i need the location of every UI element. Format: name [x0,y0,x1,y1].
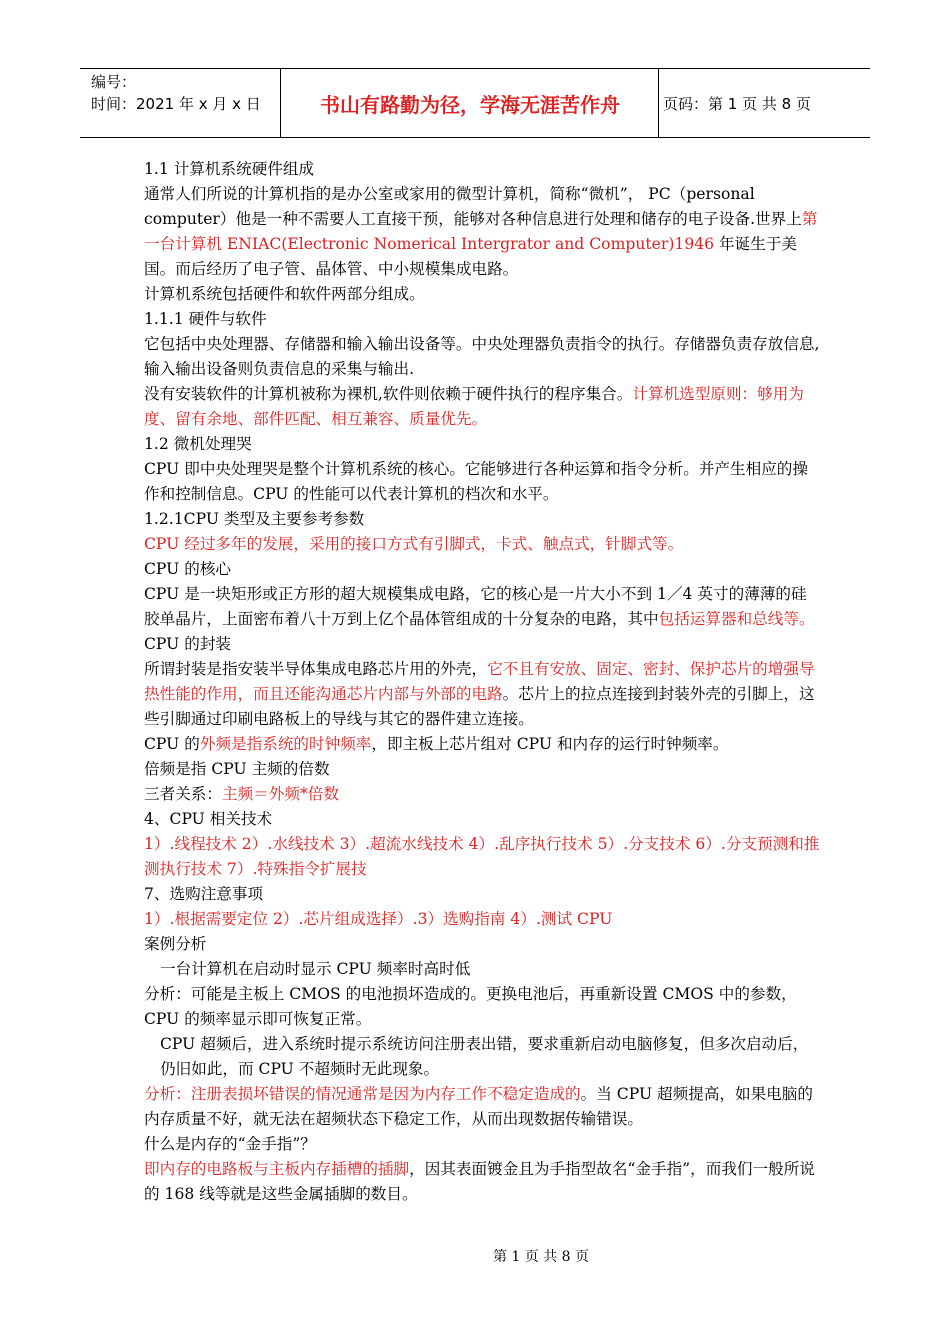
header-page-label: 页码：第 1 页 共 8 页 [663,94,811,113]
paragraph: 通常人们所说的计算机指的是办公室或家用的微型计算机，简称“微机”， PC（personal computer）他是一种不需要人工直接干预，能够对各种信息进行处理和储存的电子设备.世界上第一台计算机 ENIAC(Electronic Nomerical Intergrator and Computer)1946 年诞生于美国。而后经历了电子管、晶体管、中小规模集成电路。 [144,185,818,278]
section-heading: 7、选购注意事项 [144,885,264,903]
paragraph: 倍频是指 CPU 主频的倍数 [144,760,330,778]
paragraph: 1）.线程技术 2）.水线技术 3）.超流水线技术 4）.乱序执行技术 5）.分支技术 6）.分支预测和推测执行技术 7）.特殊指令扩展技 [144,835,820,878]
paragraph: 什么是内存的“金手指”？ [144,1135,316,1153]
section-heading: CPU 的封装 [144,635,232,653]
page-header [80,68,870,138]
paragraph: 分析：注册表损坏错误的情况通常是因为内存工作不稳定造成的。当 CPU 超频提高，如果电脑的内存质量不好，就无法在超频状态下稳定工作，从而出现数据传输错误。 [144,1085,813,1128]
paragraph: 没有安装软件的计算机被称为裸机,软件则依赖于硬件执行的程序集合。计算机选型原则：够用为度、留有余地、部件匹配、相互兼容、质量优先。 [144,385,804,428]
section-heading: 案例分析 [144,935,207,953]
page-footer [0,1246,950,1266]
paragraph: 它包括中央处理器、存储器和输入输出设备等。中央处理器负责指令的执行。存储器负责存放信息,输入输出设备则负责信息的采集与输出. [144,335,820,378]
paragraph: CPU 经过多年的发展，采用的接口方式有引脚式，卡式、触点式，针脚式等。 [144,535,684,553]
document-body [144,157,820,1207]
document-number: 编号： [91,73,137,91]
header-meta [80,69,281,137]
paragraph: 分析：可能是主板上 CMOS 的电池损坏造成的。更换电池后，再重新设置 CMOS 中的参数，CPU 的频率显示即可恢复正常。 [144,985,797,1028]
section-heading: 4、CPU 相关技术 [144,810,273,828]
footer-page-number: 第 1 页 共 8 页 [492,1249,590,1265]
header-page-number [663,69,870,137]
paragraph: CPU 的外频是指系统的时钟频率，即主板上芯片组对 CPU 和内存的运行时钟频率。 [144,735,729,753]
section-heading: 1.1.1 硬件与软件 [144,310,267,328]
paragraph: 即内存的电路板与主板内存插槽的插脚，因其表面镀金且为手指型故名“金手指”，而我们一般所说的 168 线等就是这些金属插脚的数目。 [144,1160,815,1203]
paragraph: 1）.根据需要定位 2）.芯片组成选择）.3）选购指南 4）.测试 CPU [144,910,613,928]
section-heading: 1.1 计算机系统硬件组成 [144,160,315,178]
paragraph: CPU 超频后，进入系统时提示系统访问注册表出错，要求重新启动电脑修复，但多次启动后，仍旧如此，而 CPU 不超频时无此现象。 [160,1035,809,1078]
document-time: 时间：2021 年 x 月 x 日 [91,95,261,113]
paragraph: CPU 是一块矩形或正方形的超大规模集成电路，它的核心是一片大小不到 1／4 英寸的薄薄的硅胶单晶片，上面密布着八十万到上亿个晶体管组成的十分复杂的电路，其中包括运算器和总线等。 [144,585,815,628]
header-motto: 书山有路勤为径，学海无涯苦作舟 [282,69,659,137]
section-heading: 1.2 微机处理哭 [144,435,252,453]
section-heading: 1.2.1CPU 类型及主要参考参数 [144,510,365,528]
paragraph: CPU 即中央处理哭是整个计算机系统的核心。它能够进行各种运算和指令分析。并产生相应的操作和控制信息。CPU 的性能可以代表计算机的档次和水平。 [144,460,808,503]
paragraph: 所谓封装是指安装半导体集成电路芯片用的外壳，它不且有安放、固定、密封、保护芯片的增强导热性能的作用，而且还能沟通芯片内部与外部的电路。芯片上的拉点连接到封装外壳的引脚上，这些引脚通过印刷电路板上的导线与其它的器件建立连接。 [144,660,815,728]
paragraph: 一台计算机在启动时显示 CPU 频率时高时低 [160,960,471,978]
paragraph: 三者关系：主频＝外频*倍数 [144,785,339,803]
section-heading: CPU 的核心 [144,560,232,578]
paragraph: 计算机系统包括硬件和软件两部分组成。 [144,285,425,303]
